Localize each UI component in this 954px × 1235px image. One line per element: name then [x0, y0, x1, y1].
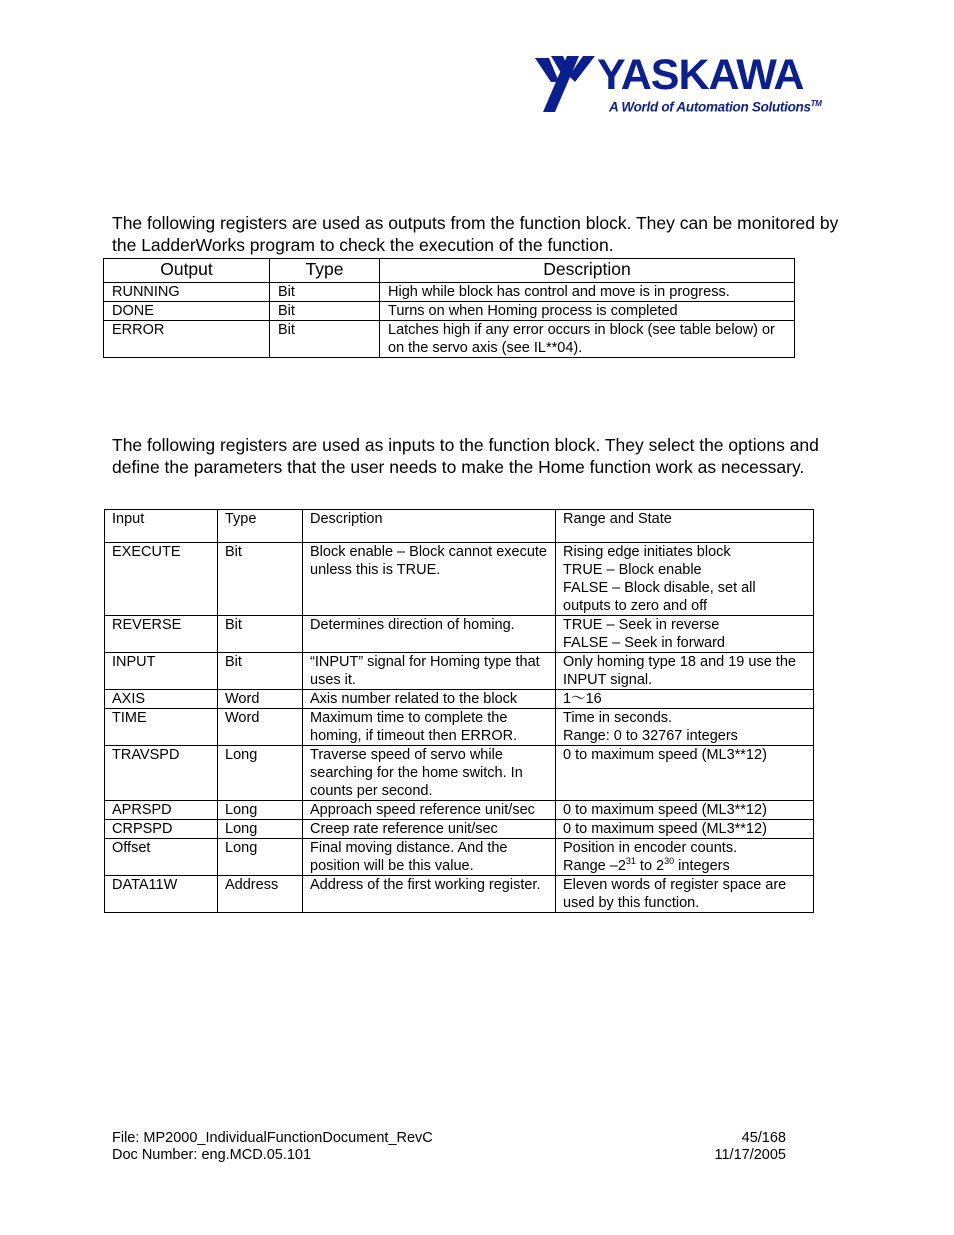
input-description: Determines direction of homing. — [303, 616, 556, 653]
input-name: DATA11W — [105, 876, 218, 913]
input-type: Address — [218, 876, 303, 913]
input-range: 1～16 — [556, 690, 814, 709]
input-description: Final moving distance. And the position will be this value. — [303, 839, 556, 876]
input-name: AXIS — [105, 690, 218, 709]
input-range: 0 to maximum speed (ML3**12) — [556, 820, 814, 839]
table-row — [105, 801, 814, 820]
table-row — [105, 709, 814, 746]
column-header-range-and-state: Range and State — [556, 510, 814, 543]
input-name: TRAVSPD — [105, 746, 218, 801]
output-description: High while block has control and move is in progress. — [380, 283, 795, 302]
output-name: RUNNING — [104, 283, 270, 302]
brand-name: YASKAWA — [597, 51, 804, 99]
input-range: Eleven words of register space are used by this function. — [556, 876, 814, 913]
table-row — [105, 746, 814, 801]
input-description: Address of the first working register. — [303, 876, 556, 913]
input-name: REVERSE — [105, 616, 218, 653]
input-range: Only homing type 18 and 19 use the INPUT signal. — [556, 653, 814, 690]
input-name: Offset — [105, 839, 218, 876]
input-description: Traverse speed of servo while searching for the home switch. In counts per second. — [303, 746, 556, 801]
table-row — [105, 690, 814, 709]
output-description: Latches high if any error occurs in block (see table below) or on the servo axis (see IL**04). — [380, 321, 795, 358]
table-row — [105, 820, 814, 839]
table-row — [105, 839, 814, 876]
input-description: “INPUT” signal for Homing type that uses it. — [303, 653, 556, 690]
table-row — [105, 543, 814, 616]
offset-range-unit: Position in encoder counts. — [563, 840, 738, 856]
input-description: Axis number related to the block — [303, 690, 556, 709]
column-header-type: Type — [270, 259, 380, 283]
outputs-table — [103, 258, 795, 358]
footer-doc-number: Doc Number: eng.MCD.05.101 — [112, 1147, 312, 1163]
table-row — [104, 283, 795, 302]
table-row — [104, 321, 795, 358]
input-description: Block enable – Block cannot execute unless this is TRUE. — [303, 543, 556, 616]
input-description: Approach speed reference unit/sec — [303, 801, 556, 820]
input-range — [556, 839, 814, 876]
input-range: Rising edge initiates block TRUE – Block enable FALSE – Block disable, set all outputs to zero and off — [556, 543, 814, 616]
table-header-row — [104, 259, 795, 283]
brand-tagline: A World of Automation Solutions™ — [609, 99, 822, 115]
column-header-description: Description — [303, 510, 556, 543]
table-row — [105, 876, 814, 913]
input-type: Long — [218, 801, 303, 820]
input-range: 0 to maximum speed (ML3**12) — [556, 746, 814, 801]
column-header-input: Input — [105, 510, 218, 543]
column-header-output: Output — [104, 259, 270, 283]
outputs-intro-text: The following registers are used as outputs from the function block. They can be monitored by the LadderWorks program to check the execution of the function. — [112, 213, 839, 255]
table-row — [105, 653, 814, 690]
input-type: Long — [218, 746, 303, 801]
footer-date: 11/17/2005 — [714, 1147, 786, 1163]
input-range: 0 to maximum speed (ML3**12) — [556, 801, 814, 820]
footer-right — [690, 1130, 786, 1164]
footer-file: File: MP2000_IndividualFunctionDocument_RevC — [112, 1130, 433, 1146]
input-description: Maximum time to complete the homing, if timeout then ERROR. — [303, 709, 556, 746]
input-name: TIME — [105, 709, 218, 746]
input-name: INPUT — [105, 653, 218, 690]
table-row — [105, 616, 814, 653]
table-header-row — [105, 510, 814, 543]
table-row — [104, 302, 795, 321]
input-type: Bit — [218, 616, 303, 653]
inputs-intro-text: The following registers are used as inputs to the function block. They select the options and define the parameters that the user needs to make the Home function work as necessary. — [112, 435, 819, 477]
input-type: Bit — [218, 653, 303, 690]
input-name: CRPSPD — [105, 820, 218, 839]
input-type: Long — [218, 839, 303, 876]
column-header-type: Type — [218, 510, 303, 543]
output-type: Bit — [270, 321, 380, 358]
output-name: ERROR — [104, 321, 270, 358]
output-type: Bit — [270, 302, 380, 321]
input-type: Word — [218, 709, 303, 746]
offset-range-limits: Range $-2^{31}$ to $2^{30}$ integers — [563, 856, 730, 874]
input-name: EXECUTE — [105, 543, 218, 616]
footer-left — [112, 1130, 433, 1164]
inputs-table — [104, 509, 814, 913]
output-name: DONE — [104, 302, 270, 321]
yaskawa-mark-icon — [533, 52, 599, 114]
input-range: TRUE – Seek in reverse FALSE – Seek in forward — [556, 616, 814, 653]
input-name: APRSPD — [105, 801, 218, 820]
output-type: Bit — [270, 283, 380, 302]
footer-page-number: 45/168 — [741, 1130, 786, 1146]
input-type: Long — [218, 820, 303, 839]
input-description: Creep rate reference unit/sec — [303, 820, 556, 839]
column-header-description: Description — [380, 259, 795, 283]
input-type: Bit — [218, 543, 303, 616]
input-range: Time in seconds. Range: 0 to 32767 integers — [556, 709, 814, 746]
input-type: Word — [218, 690, 303, 709]
output-description: Turns on when Homing process is completed — [380, 302, 795, 321]
yaskawa-logo — [533, 52, 823, 114]
